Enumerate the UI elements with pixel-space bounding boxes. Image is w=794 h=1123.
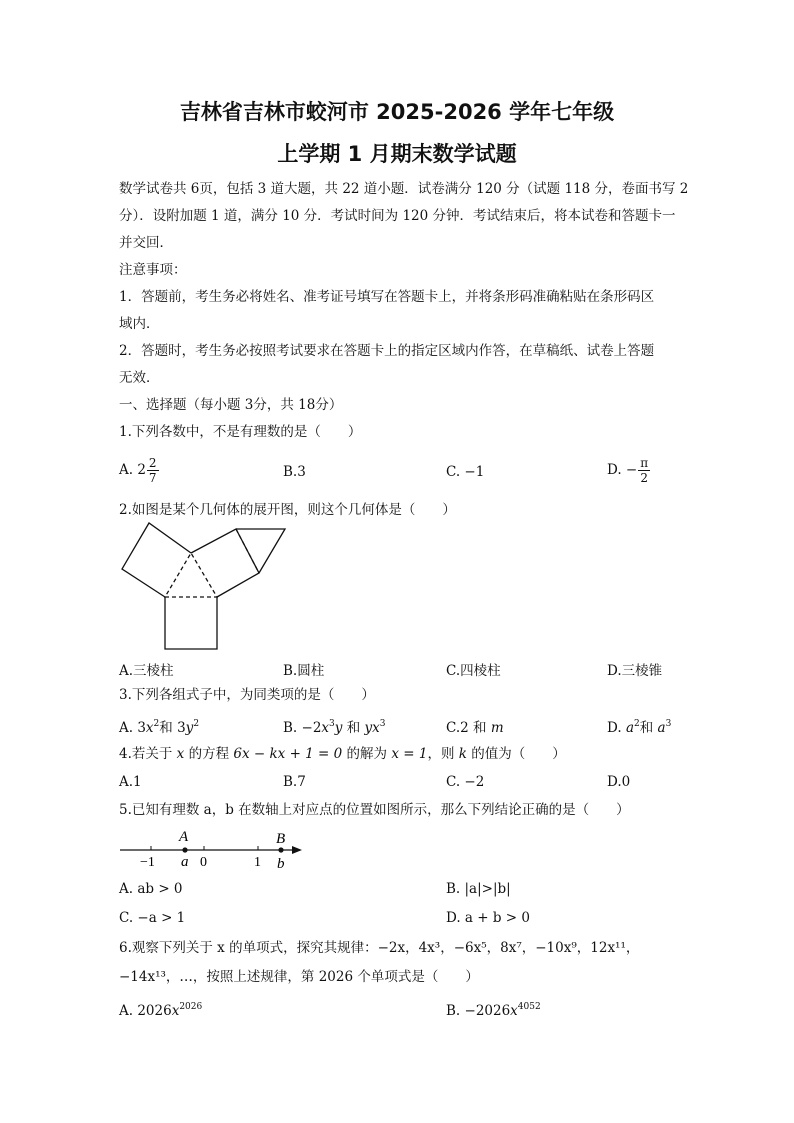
q1-option-a: A. 2 $\frac{2}{7}$ (119, 456, 157, 485)
q5-stem: 5.已知有理数 a，b 在数轴上对应点的位置如图所示，那么下列结论正确的是（ ） (119, 802, 630, 818)
intro-line-2: 分）．设附加题 1 道，满分 10 分．考试时间为 120 分钟．考试结束后，将本试卷和答题卡一 (119, 208, 676, 224)
q1-option-c: C. −1 (446, 464, 485, 480)
q4-stem: 4.若关于 x 的方程 6x − kx + 1 = 0 的解为 x = 1，则 k 的值为（ ） (119, 746, 566, 762)
intro-line-3: 并交回． (119, 235, 173, 251)
section-heading: 一、选择题（每小题 3分，共 18分） (119, 397, 343, 413)
q1-option-b: B.3 (283, 464, 306, 480)
q6-option-a: A. $2026x^{2026}$ (119, 1002, 203, 1019)
q3-option-a: A. $3x^2$和 $3y^2$ (119, 719, 200, 736)
q3-option-c: C.2 和 m (446, 720, 504, 736)
q5-option-d: D. a + b > 0 (446, 910, 530, 926)
q3-option-d: D. $a^2$和 $a^3$ (607, 719, 672, 736)
notice-item-2-cont: 无效． (119, 370, 160, 386)
tick-0-label: 0 (200, 855, 207, 870)
q5-option-c: C. −a > 1 (119, 910, 186, 926)
q6-stem-line1: 6.观察下列关于 x 的单项式，探究其规律：−2x，4x³，−6x⁵，8x⁷，−10x⁹，12x¹¹， (119, 940, 640, 956)
q5-option-a: A. ab > 0 (119, 881, 183, 897)
q2-option-c: C.四棱柱 (446, 663, 501, 679)
q5-option-b: B. |a|>|b| (446, 881, 511, 897)
point-A-label: A (179, 829, 189, 845)
prism-net-figure (120, 522, 290, 654)
q1-option-d: D. − $\frac{\pi}{2}$ (607, 456, 649, 485)
intro-line-1: 数学试卷共 6页，包括 3 道大题，共 22 道小题．试卷满分 120 分（试题 118 分，卷面书写 2 (119, 181, 689, 197)
notice-heading: 注意事项： (119, 262, 187, 278)
q6-stem-line2: −14x¹³，…，按照上述规律，第 2026 个单项式是（ ） (119, 969, 479, 985)
q2-stem: 2.如图是某个几何体的展开图，则这个几何体是（ ） (119, 502, 456, 518)
point-b-label: b (277, 856, 285, 870)
q4-option-a: A.1 (119, 774, 142, 790)
q4-option-c: C. −2 (446, 774, 485, 790)
tick-1-label: 1 (254, 855, 261, 870)
number-line-figure (118, 826, 308, 870)
notice-item-1: 1．答题前，考生务必将姓名、准考证号填写在答题卡上，并将条形码准确粘贴在条形码区 (119, 289, 655, 305)
q6-option-b: B. $-2026x^{4052}$ (446, 1002, 541, 1019)
q2-option-a: A.三棱柱 (119, 663, 174, 679)
q2-option-d: D.三棱锥 (607, 663, 663, 679)
q4-option-b: B.7 (283, 774, 306, 790)
exam-title-line2: 上学期 1 月期末数学试题 (277, 142, 517, 166)
exam-title-line1: 吉林省吉林市蛟河市 2025-2026 学年七年级 (179, 100, 615, 124)
q3-stem: 3.下列各组式子中，为同类项的是（ ） (119, 687, 375, 703)
point-a-label: a (181, 854, 189, 870)
q1-stem: 1.下列各数中，不是有理数的是（ ） (119, 424, 362, 440)
tick-neg1-label: −1 (140, 855, 155, 870)
point-B-label: B (276, 831, 286, 847)
notice-item-1-cont: 域内． (119, 316, 160, 332)
q3-option-b: B. $-2x^3y$ 和 $yx^3$ (283, 719, 386, 736)
notice-item-2: 2．答题时，考生务必按照考试要求在答题卡上的指定区域内作答，在草稿纸、试卷上答题 (119, 343, 655, 359)
q4-option-d: D.0 (607, 774, 631, 790)
q2-option-b: B.圆柱 (283, 663, 325, 679)
